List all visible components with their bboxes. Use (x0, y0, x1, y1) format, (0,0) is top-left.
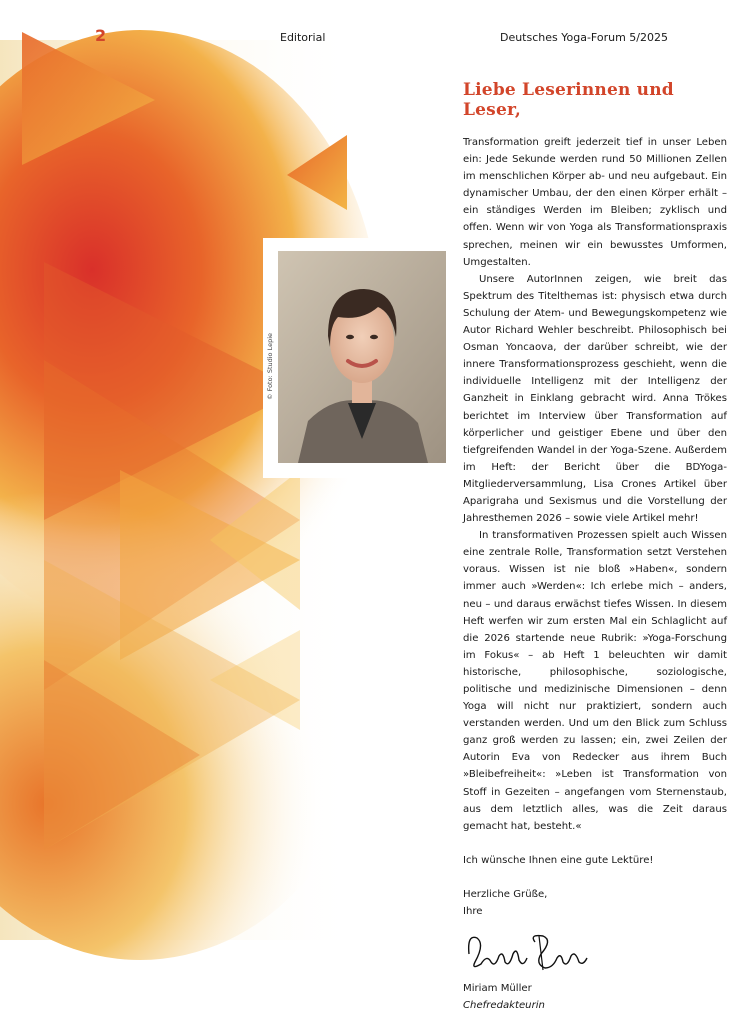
author-title: Chefredakteurin (463, 1000, 545, 1012)
article-paragraph: Transformation greift jederzeit tief in unser Leben ein: Jede Sekunde werden rund 50 Millionen Zellen im menschlichen Körper ab- und neu aufgebaut. Ein dynamischer Umbau, der den einen Körper erhält – ein ständiges Werden im Bleiben; zyklisch und offen. Wenn wir von Yoga als Transformationspraxis sprechen, meinen wir ein bewusstes Umformen, Umgestalten. (463, 137, 727, 268)
journal-issue: Deutsches Yoga-Forum 5/2025 (499, 31, 668, 44)
greeting-ihre: Ihre (463, 906, 483, 918)
article-headline: Liebe Leserinnen und Leser, (463, 80, 674, 120)
closing-wish: Ich wünsche Ihnen eine gute Lektüre! (463, 854, 654, 866)
photo-credit: © Foto: Studio Lepie (266, 332, 274, 400)
author-portrait (278, 251, 446, 463)
portrait-illustration (278, 251, 446, 463)
article-paragraph: In transformativen Prozessen spielt auch Wissen eine zentrale Rolle, Transformation setzt Verstehen voraus. Wissen ist nie bloß »Haben«, sondern immer auch »Werden«: Ich erlebe mich – anders, neu – und daraus erwächst tiefes Wissen. In diesem Heft werfen wir zum ersten Mal ein Schlaglicht auf die 2026 startende neue Rubrik: »Yoga-Forschung im Fokus« – ab Heft 1 beleuchten wir damit historische, philosophische, soziologische, politische und medizinische Dimensionen – denn Yoga will nicht nur praktiziert, sondern auch verstanden werden. Und um den Blick zum Schluss ganz groß werden zu lassen; ein, zwei Zeilen der Autorin Eva von Redecker aus ihrem Buch »Bleibefreiheit«: »Leben ist Transformation von Stoff in Gezeiten – angefangen vom Sternenstaub, aus dem letztlich alles, was die Zeit daraus gemacht hat, besteht.« (463, 530, 727, 832)
page-header (0, 0, 756, 50)
author-name: Miriam Müller (463, 983, 532, 995)
decorative-triangle-artwork (0, 0, 370, 983)
page-number: 2 (95, 26, 107, 45)
section-label: Editorial (280, 31, 326, 44)
signature (463, 924, 593, 980)
editorial-article (463, 80, 727, 1014)
article-paragraph: Unsere AutorInnen zeigen, wie breit das Spektrum des Titelthemas ist: physisch etwa durch Schulung der Atem- und Bewegungskompetenz wie Autor Richard Wehler beschreibt. Philosophisch bei Osman Yoncaova, der darüber schreibt, wie der innere Transformationsprozess geschieht, wenn die individuelle Intelligenz mit der Intelligenz der Ganzheit in Einklang gebracht wird. Anna Trökes berichtet im Interview über Transformation auf körperlicher und geistiger Ebene und über den tiefgreifenden Wandel in der Yoga-Szene. Außerdem im Heft: der Bericht über die BDYoga-Mitgliederversammlung, Lisa Crones Artikel über Aparigraha und Sexismus und die Vorstellung der Jahresthemen 2026 – sowie viele Artikel mehr! (463, 273, 727, 525)
greeting: Herzliche Grüße, (463, 888, 548, 900)
